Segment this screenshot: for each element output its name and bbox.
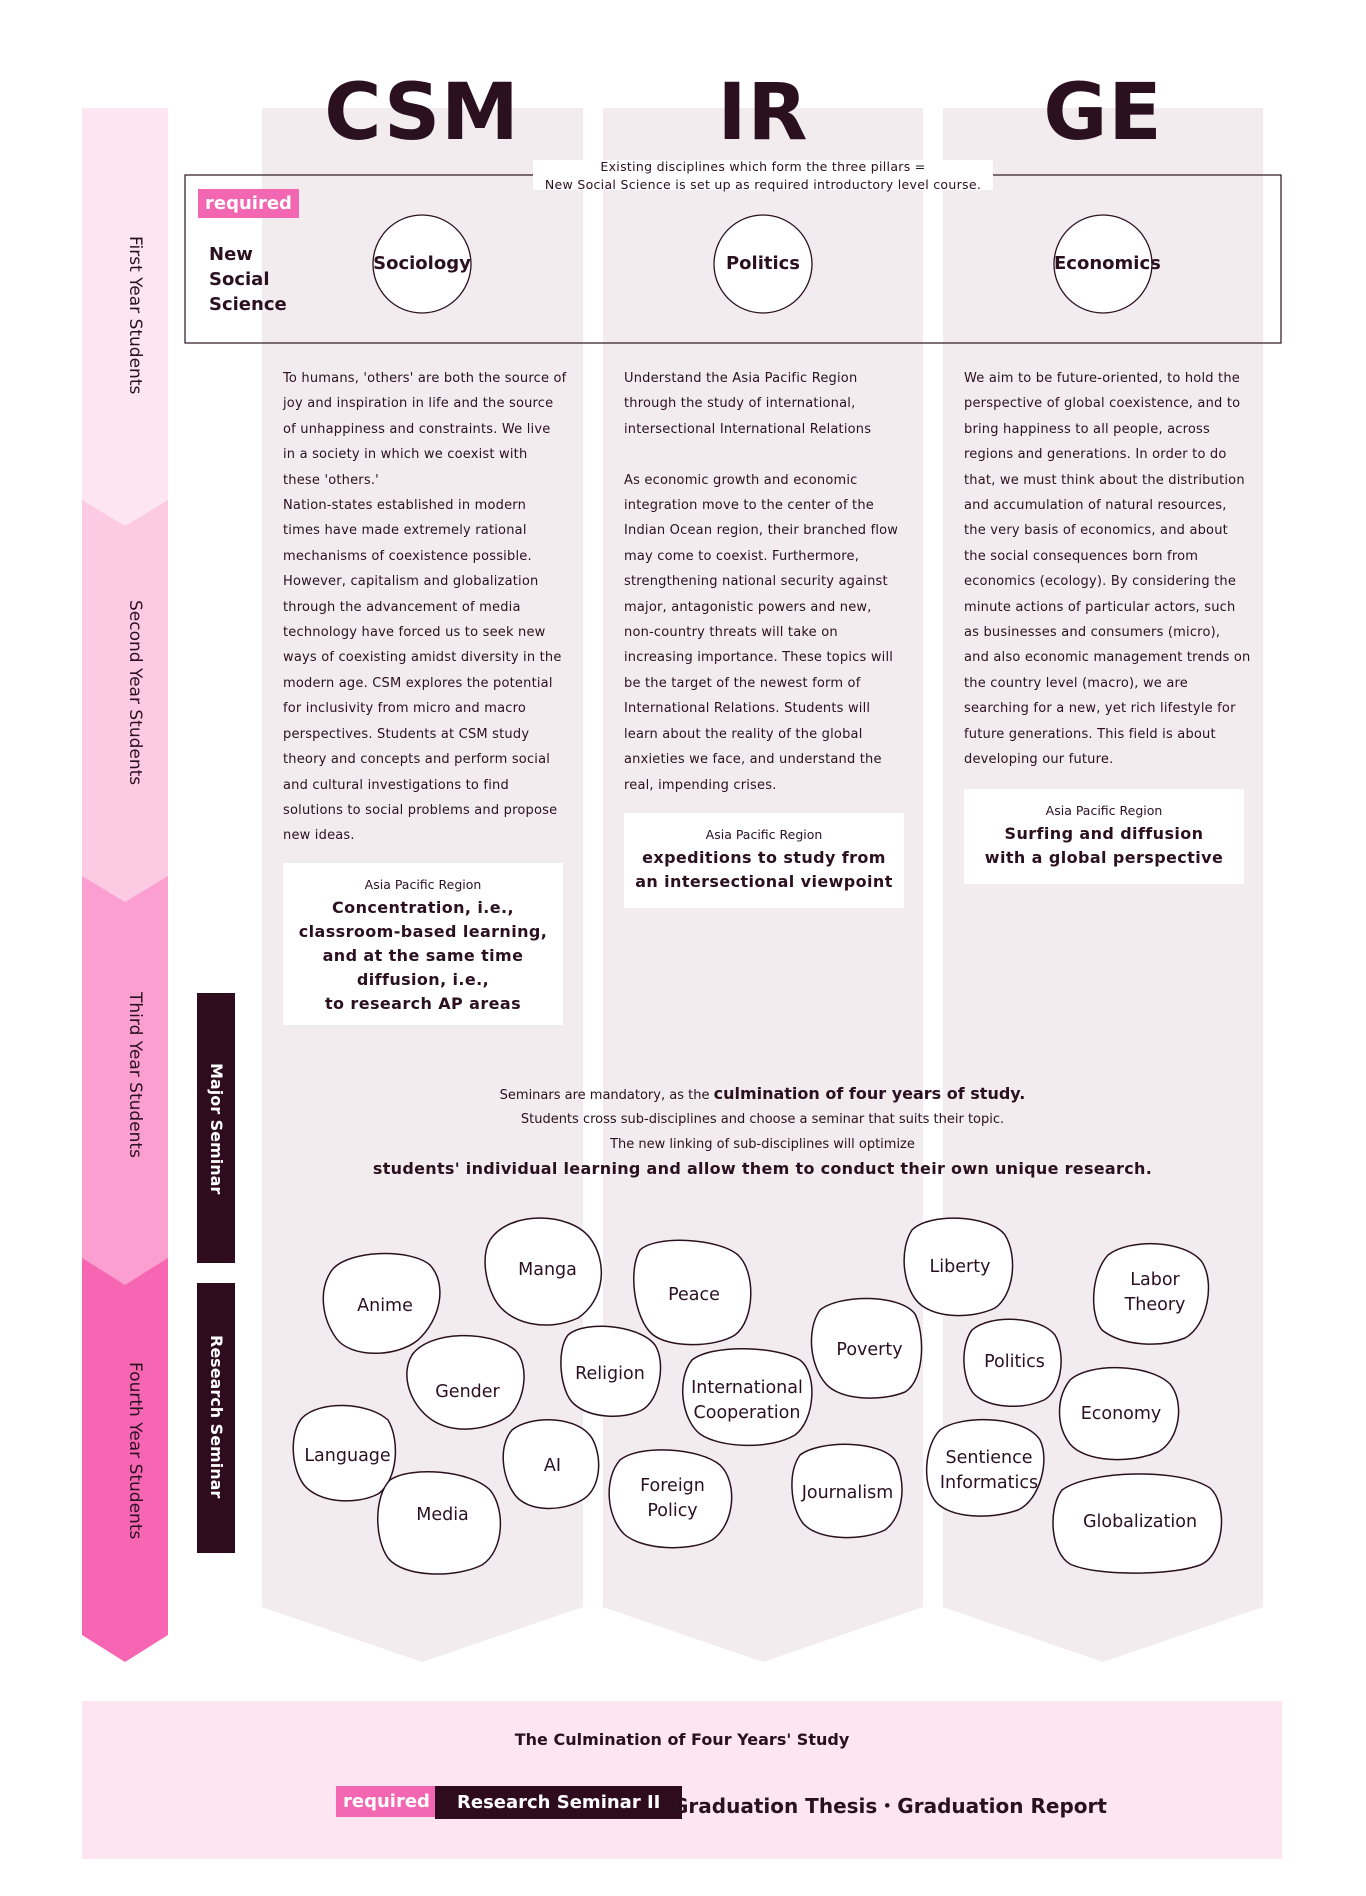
intro-line-1: Existing disciplines which form the three pillars = [600, 159, 926, 174]
footer-research-seminar: Research Seminar II [435, 1786, 682, 1819]
circle-label-economics: Economics [1054, 253, 1161, 274]
circle-label-politics: Politics [725, 253, 801, 274]
circle-label-sociology: Sociology [373, 253, 471, 274]
ge-card [964, 789, 1244, 884]
nss-label: New Social Science [209, 244, 287, 315]
year-label-4: Fourth Year Students [125, 1362, 145, 1540]
ge-card-sub: Asia Pacific Region [1045, 803, 1163, 818]
ge-description: We aim to be future-oriented, to hold the perspective of global coexistence, and to bring happiness to all people, across regions and generations. In order to do that, we must think about the distribution and accumulation of natural resources, the very basis of economics, and about the social consequences born from economics (ecology). By considering the minute actions of particular actors, such as businesses and consumers (micro), and also economic management trends on the country level (macro), we are searching for a new, yet rich lifestyle for future generations. This field is about developing our future. [964, 371, 1251, 768]
topic-foreign-policy: Foreign Policy [640, 1476, 705, 1521]
topic-manga: Manga [518, 1260, 577, 1280]
csm-description: To humans, 'others' are both the source of joy and inspiration in life and the source of unhappiness and constraints. We live in a society in which we coexist with these 'others.' Nation-states established in modern times have made extremely rational mechanisms of coexistence possible. However, capitalism and globalization through the advancement of media technology have forced us to seek new ways of coexisting amidst diversity in the modern age. CSM explores the potential for inclusivity from micro and macro perspectives. Students at CSM study theory and concepts and perform social and cultural investigations to find solutions to social problems and propose new ideas. [283, 371, 567, 844]
topic-economy: Economy [1080, 1404, 1162, 1424]
major-seminar-bar [197, 993, 235, 1263]
seminar-line-3: The new linking of sub-disciplines will optimize [610, 1137, 915, 1152]
header-ge: GE [1043, 68, 1163, 158]
topic-ai: AI [543, 1456, 562, 1476]
header-ir: IR [717, 68, 809, 158]
major-seminar-label: Major Seminar [207, 1063, 226, 1195]
seminar-text [262, 1083, 1263, 1181]
csm-card-main: Concentration, i.e., classroom-based learning, and at the same time diffusion, i.e., to research AP areas [298, 898, 548, 1013]
year-label-2: Second Year Students [125, 600, 145, 786]
footer-required-badge: required [336, 1786, 437, 1817]
topic-media: Media [416, 1505, 469, 1525]
required-badge: required [198, 189, 299, 218]
topic-religion: Religion [575, 1364, 645, 1384]
seminar-line-1 [262, 1083, 1263, 1107]
ir-card-main: expeditions to study from an intersectional viewpoint [635, 848, 893, 891]
topic-international-cooperation: International Cooperation [691, 1378, 803, 1423]
topic-peace: Peace [668, 1285, 720, 1305]
topic-labor-theory: Labor Theory [1124, 1270, 1186, 1315]
year-label-1: First Year Students [125, 236, 145, 395]
intro-line-2: New Social Science is set up as required introductory level course. [544, 177, 982, 192]
topic-gender: Gender [435, 1382, 500, 1402]
year-label-3: Third Year Students [125, 992, 145, 1158]
topic-globalization: Globalization [1082, 1512, 1198, 1532]
seminar-line-2: Students cross sub-disciplines and choose a seminar that suits their topic. [520, 1112, 1005, 1127]
seminar-line-1-bold: culmination of four years of study. [713, 1084, 1026, 1103]
topic-journalism: Journalism [801, 1483, 894, 1503]
ge-card-main: Surfing and diffusion with a global perspective [984, 824, 1224, 867]
topic-poverty: Poverty [836, 1340, 903, 1360]
seminar-line-4: students' individual learning and allow them to conduct their own unique research. [372, 1159, 1153, 1178]
ir-card-sub: Asia Pacific Region [705, 827, 823, 842]
header-csm: CSM [324, 68, 520, 158]
ir-card [624, 813, 904, 908]
csm-card-sub: Asia Pacific Region [364, 877, 482, 892]
research-seminar-bar [197, 1283, 235, 1553]
intro-text [533, 158, 993, 194]
footer-outcome: Graduation Thesis・Graduation Report [672, 1794, 1107, 1818]
topic-language: Language [304, 1446, 391, 1466]
topic-politics: Politics [984, 1352, 1045, 1372]
ir-description: Understand the Asia Pacific Region through the study of international, intersectional International Relations As economic growth and economic integration move to the center of the Indian Ocean region, their branched flow may come to coexist. Furthermore, strengthening national security against major, antagonistic powers and new, non-country threats will take on increasing importance. These topics will be the target of the newest form of International Relations. Students will learn about the reality of the global anxieties we face, and understand the real, impending crises. [624, 371, 899, 793]
footer-band [82, 1701, 1282, 1859]
seminar-line-1-pre: Seminars are mandatory, as the [499, 1088, 714, 1103]
research-seminar-label: Research Seminar [207, 1335, 226, 1499]
topic-liberty: Liberty [929, 1257, 991, 1277]
topic-anime: Anime [357, 1296, 413, 1316]
csm-card [283, 863, 563, 1025]
footer-title: The Culmination of Four Years' Study [514, 1730, 850, 1749]
topic-sentience-informatics: Sentience Informatics [939, 1448, 1039, 1493]
